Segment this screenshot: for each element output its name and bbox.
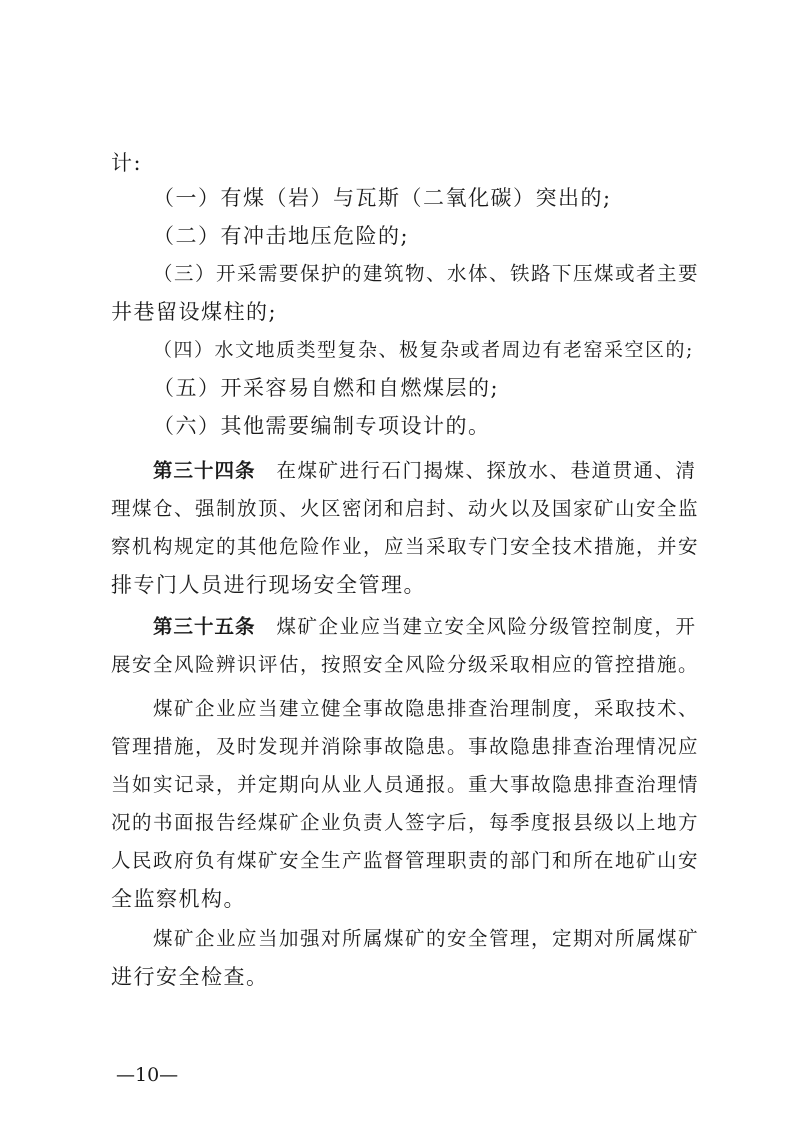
- list-item: （六）其他需要编制专项设计的。: [153, 414, 491, 438]
- list-item: （五）开采容易自燃和自燃煤层的;: [153, 376, 500, 400]
- article-35-line: 展安全风险辨识评估，按照安全风险分级采取相应的管控措施。: [111, 653, 700, 676]
- text-line: 井巷留设煤柱的;: [111, 300, 278, 324]
- article-34-text: 在煤矿进行石门揭煤、探放水、巷道贯通、清: [276, 459, 697, 482]
- list-item: （四）水文地质类型复杂、极复杂或者周边有老窑采空区的;: [153, 339, 694, 361]
- article-34-line: 察机构规定的其他危险作业，应当采取专门安全技术措施，并安: [111, 535, 700, 558]
- article-35-para2-line: 况的书面报告经煤矿企业负责人签字后，每季度报县级以上地方: [111, 811, 700, 834]
- article-35-para2-line: 人民政府负有煤矿安全生产监督管理职责的部门和所在地矿山安: [111, 849, 700, 872]
- article-35-title: 第三十五条: [153, 615, 256, 638]
- article-35-first-line: [153, 610, 699, 644]
- page-number: —10—: [116, 1064, 179, 1086]
- text-line: 计:: [111, 151, 143, 175]
- article-34-line: 排专门人员进行现场安全管理。: [111, 573, 426, 597]
- article-35-para2-line: 管理措施，及时发现并消除事故隐患。事故隐患排查治理情况应: [111, 735, 700, 758]
- article-34-line: 理煤仓、强制放顶、火区密闭和启封、动火以及国家矿山安全监: [111, 497, 700, 520]
- article-35-para2-line: 当如实记录，并定期向从业人员通报。重大事故隐患排查治理情: [111, 773, 700, 796]
- article-35-para3-line: 煤矿企业应当加强对所属煤矿的安全管理，定期对所属煤矿: [153, 927, 700, 950]
- article-34-title: 第三十四条: [153, 459, 256, 482]
- article-35-para2-line: 全监察机构。: [111, 887, 246, 911]
- article-35-para2-line: 煤矿企业应当建立健全事故隐患排查治理制度，采取技术、: [153, 697, 700, 720]
- article-35-text: 煤矿企业应当建立安全风险分级管控制度，开: [276, 615, 697, 638]
- article-35-para3-line: 进行安全检查。: [111, 965, 269, 989]
- article-34-first-line: [153, 454, 699, 488]
- list-item: （一）有煤（岩）与瓦斯（二氧化碳）突出的;: [153, 186, 612, 210]
- list-item: （二）有冲击地压危险的;: [153, 224, 410, 248]
- list-item: （三）开采需要保护的建筑物、水体、铁路下压煤或者主要: [153, 262, 700, 285]
